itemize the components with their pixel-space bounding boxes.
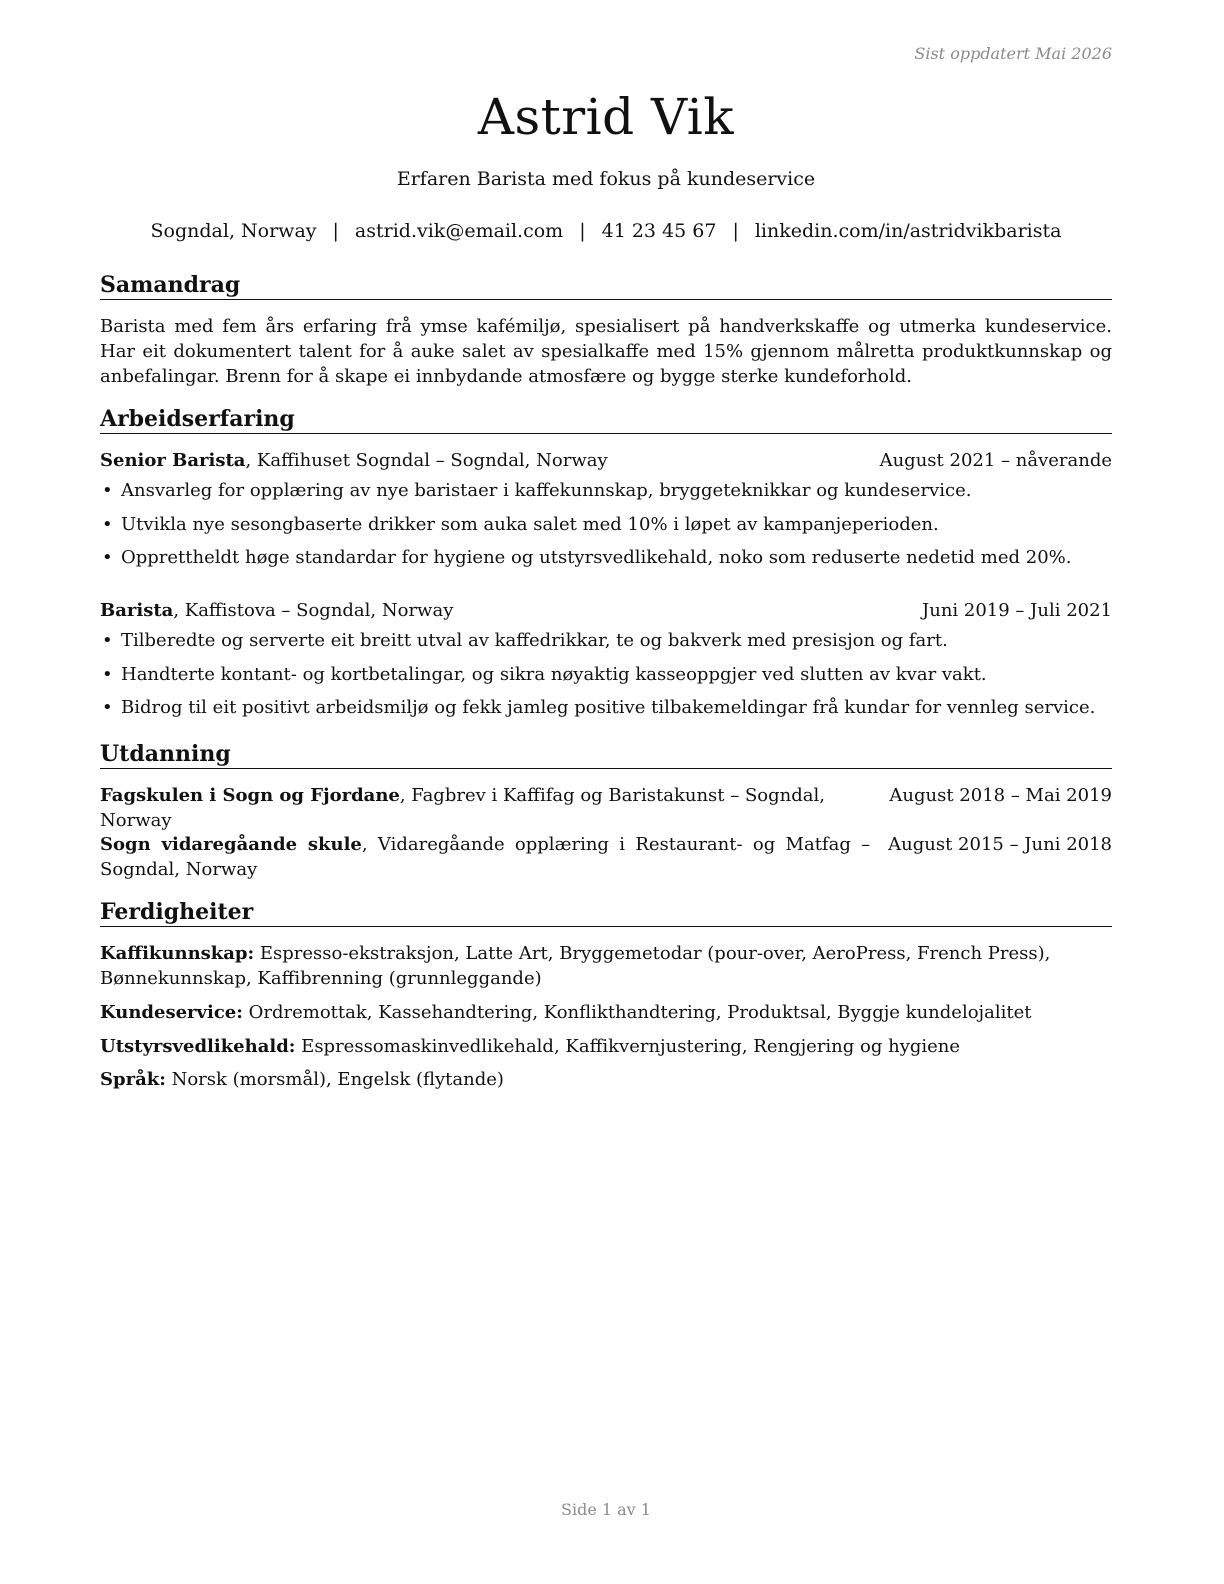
bullet-icon: •	[102, 630, 113, 651]
tagline: Erfaren Barista med fokus på kundeservice	[396, 168, 816, 190]
list-item: • Tilberedte og serverte eit breitt utval av kaffedrikkar, te og bakverk med presisjon og fart.	[102, 630, 948, 651]
education-dates: August 2015 – Juni 2018	[888, 834, 1112, 855]
contact-separator: |	[732, 220, 739, 242]
bullet-icon: •	[102, 513, 113, 535]
contact-location: Sogndal, Norway	[150, 220, 317, 242]
education-details: , Vidaregåande opplæring i Restaurant- og Matfag – Sogndal, Norway	[100, 834, 871, 880]
skill-line	[100, 941, 1112, 991]
job-dates: Juni 2019 – Juli 2021	[922, 600, 1112, 621]
skill-label: Utstyrsvedlikehald:	[100, 1036, 296, 1057]
contact-line	[100, 220, 1112, 242]
last-updated: Sist oppdatert Mai 2026	[914, 44, 1112, 63]
contact-linkedin[interactable]: linkedin.com/in/astridvikbarista	[754, 220, 1062, 242]
education-details: , Fagbrev i Kaffifag og Baristakunst – Sogndal, Norway	[100, 785, 825, 831]
bullet-icon: •	[102, 547, 113, 568]
education-entry	[100, 832, 1112, 882]
list-item: • Ansvarleg for opplæring av nye baristaer i kaffekunnskap, bryggeteknikkar og kundeservice.	[102, 480, 972, 501]
section-title-experience: Arbeidserfaring	[100, 406, 1112, 434]
job-role: Barista	[100, 600, 174, 621]
section-title-summary: Samandrag	[100, 272, 1112, 300]
skill-line	[100, 1034, 1112, 1059]
education-dates: August 2018 – Mai 2019	[889, 785, 1112, 806]
job-header	[100, 448, 1112, 473]
skill-value: Espresso-ekstraksjon, Latte Art, Bryggemetodar (pour-over, AeroPress, French Press), Bønnekunnskap, Kaffibrenning (grunnleggande)	[100, 943, 1051, 989]
bullet-icon: •	[102, 663, 113, 685]
list-item: • Bidrog til eit positivt arbeidsmiljø og fekk jamleg positive tilbakemeldingar frå kundar for vennleg service.	[102, 697, 1096, 718]
skill-value: Espressomaskinvedlikehald, Kaffikvernjustering, Rengjering og hygiene	[295, 1036, 961, 1057]
job-role: Senior Barista	[100, 450, 246, 471]
section-title-skills: Ferdigheiter	[100, 899, 1112, 927]
job-dates: August 2021 – nåverande	[879, 450, 1112, 471]
school-name: Sogn vidaregåande skule	[100, 834, 362, 855]
skill-value: Norsk (morsmål), Engelsk (flytande)	[165, 1069, 504, 1090]
education-entry	[100, 783, 1112, 833]
skill-line	[100, 1000, 1112, 1025]
contact-phone: 41 23 45 67	[601, 220, 717, 242]
skill-line	[100, 1067, 1112, 1092]
contact-email[interactable]: astrid.vik@email.com	[354, 220, 564, 242]
section-title-education: Utdanning	[100, 741, 1112, 769]
resume-page	[100, 0, 1112, 1584]
job-header	[100, 598, 1112, 623]
job-bullets	[100, 478, 1112, 579]
skill-label: Språk:	[100, 1069, 166, 1090]
job-details: , Kaffistova – Sogndal, Norway	[173, 600, 454, 621]
job-details: , Kaffihuset Sogndal – Sogndal, Norway	[245, 450, 608, 471]
summary-text: Barista med fem års erfaring frå ymse kafémiljø, spesialisert på handverkskaffe og utmerka kundeservice. Har eit dokumentert talent for å auke salet av spesialkaffe med 15% gjennom målretta produktkunnskap og anbefalingar. Brenn for å skape ei innbydande atmosfære og bygge sterke kundeforhold.	[100, 316, 1112, 387]
contact-separator: |	[579, 220, 586, 242]
list-item: • Opprettheldt høge standardar for hygiene og utstyrsvedlikehald, noko som reduserte nedetid med 20%.	[102, 547, 1072, 568]
skill-label: Kundeservice:	[100, 1002, 243, 1023]
school-name: Fagskulen i Sogn og Fjordane	[100, 785, 400, 806]
skill-value: Ordremottak, Kassehandtering, Konflikthandtering, Produktsal, Byggje kundelojalitet	[242, 1002, 1032, 1023]
job-bullets	[100, 628, 1112, 729]
list-item: • Handterte kontant- og kortbetalingar, og sikra nøyaktig kasseoppgjer ved slutten av kvar vakt.	[102, 663, 987, 685]
skill-label: Kaffikunnskap:	[100, 943, 255, 964]
bullet-icon: •	[102, 697, 113, 718]
candidate-name: Astrid Vik	[477, 88, 735, 146]
list-item: • Utvikla nye sesongbaserte drikker som auka salet med 10% i løpet av kampanjeperioden.	[102, 513, 939, 535]
bullet-icon: •	[102, 480, 113, 501]
page-number: Side 1 av 1	[561, 1500, 651, 1519]
contact-separator: |	[332, 220, 339, 242]
